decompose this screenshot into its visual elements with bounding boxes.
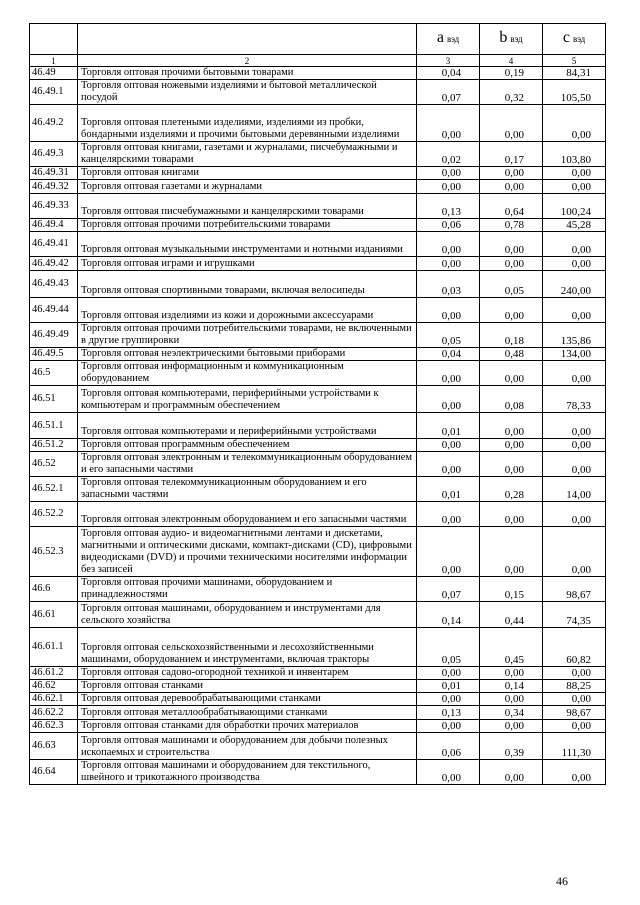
- table-row: [30, 667, 606, 680]
- activity-description: Торговля оптовая садово-огородной техникой и инвентарем: [78, 667, 417, 680]
- value-b: 0,00: [480, 413, 543, 439]
- value-a: 0,00: [417, 232, 480, 257]
- column-number: 4: [480, 55, 543, 67]
- activity-code: 46.62.1: [30, 693, 78, 706]
- activity-code: 46.52: [30, 452, 78, 477]
- activity-description: Торговля оптовая спортивными товарами, включая велосипеды: [78, 271, 417, 298]
- value-c: 98,67: [543, 706, 606, 720]
- value-a: 0,01: [417, 477, 480, 502]
- header-b-symbol: b: [499, 29, 508, 46]
- value-a: 0,01: [417, 413, 480, 439]
- value-a: 0,13: [417, 706, 480, 720]
- value-c: 134,00: [543, 348, 606, 361]
- value-c: 111,30: [543, 733, 606, 760]
- activity-code: 46.49.43: [30, 271, 78, 298]
- value-a: 0,00: [417, 105, 480, 142]
- activity-coefficients-table: [29, 23, 606, 785]
- activity-description: Торговля оптовая сельскохозяйственными и лесохозяйственными машинами, оборудованием и инструментами, включая тракторы: [78, 628, 417, 667]
- activity-description: Торговля оптовая телекоммуникационным оборудованием и его запасными частями: [78, 477, 417, 502]
- value-c: 0,00: [543, 361, 606, 386]
- value-a: 0,00: [417, 720, 480, 733]
- value-a: 0,00: [417, 439, 480, 452]
- value-b: 0,00: [480, 232, 543, 257]
- value-b: 0,00: [480, 667, 543, 680]
- table-row: [30, 194, 606, 219]
- table-row: [30, 361, 606, 386]
- value-c: 78,33: [543, 386, 606, 413]
- value-c: 0,00: [543, 760, 606, 785]
- activity-description: Торговля оптовая машинами, оборудованием и инструментами для сельского хозяйства: [78, 602, 417, 628]
- value-c: 0,00: [543, 180, 606, 194]
- value-b: 0,48: [480, 348, 543, 361]
- table-row: [30, 439, 606, 452]
- value-a: 0,13: [417, 194, 480, 219]
- table-row: [30, 323, 606, 348]
- value-c: 135,86: [543, 323, 606, 348]
- activity-description: Торговля оптовая аудио- и видеомагнитными лентами и дискетами, магнитными и оптическими дисками, компакт-дисками (CD), цифровыми видеодисками (DVD) и прочими техническими носителями информации без записей: [78, 527, 417, 577]
- value-c: 0,00: [543, 452, 606, 477]
- activity-code: 46.51.1: [30, 413, 78, 439]
- table-row: [30, 577, 606, 602]
- table-row: [30, 348, 606, 361]
- table-row: [30, 257, 606, 271]
- value-a: 0,00: [417, 527, 480, 577]
- activity-code: 46.61.2: [30, 667, 78, 680]
- value-a: 0,01: [417, 680, 480, 693]
- activity-description: Торговля оптовая информационным и коммуникационным оборудованием: [78, 361, 417, 386]
- value-a: 0,06: [417, 733, 480, 760]
- activity-code: 46.49.2: [30, 105, 78, 142]
- value-c: 45,28: [543, 219, 606, 232]
- value-a: 0,02: [417, 142, 480, 167]
- table-row: [30, 680, 606, 693]
- activity-description: Торговля оптовая машинами и оборудованием для текстильного, швейного и трикотажного производства: [78, 760, 417, 785]
- activity-description: Торговля оптовая газетами и журналами: [78, 180, 417, 194]
- value-b: 0,00: [480, 452, 543, 477]
- header-cell-a: [417, 24, 480, 55]
- value-c: 0,00: [543, 413, 606, 439]
- column-number-row: [30, 55, 606, 67]
- header-cell-description: [78, 24, 417, 55]
- activity-code: 46.49.31: [30, 167, 78, 180]
- value-a: 0,00: [417, 257, 480, 271]
- value-c: 240,00: [543, 271, 606, 298]
- activity-code: 46.61: [30, 602, 78, 628]
- value-a: 0,00: [417, 180, 480, 194]
- value-c: 98,67: [543, 577, 606, 602]
- value-a: 0,07: [417, 80, 480, 105]
- value-a: 0,07: [417, 577, 480, 602]
- value-c: 0,00: [543, 298, 606, 323]
- page-number: 46: [556, 874, 568, 888]
- table-row: [30, 298, 606, 323]
- table-row: [30, 602, 606, 628]
- value-b: 0,00: [480, 720, 543, 733]
- value-c: 0,00: [543, 167, 606, 180]
- value-c: 0,00: [543, 667, 606, 680]
- activity-code: 46.52.2: [30, 502, 78, 527]
- value-a: 0,06: [417, 219, 480, 232]
- value-b: 0,00: [480, 257, 543, 271]
- activity-code: 46.49.1: [30, 80, 78, 105]
- value-c: 0,00: [543, 439, 606, 452]
- table-row: [30, 219, 606, 232]
- value-b: 0,44: [480, 602, 543, 628]
- value-c: 74,35: [543, 602, 606, 628]
- activity-code: 46.63: [30, 733, 78, 760]
- value-a: 0,00: [417, 760, 480, 785]
- value-a: 0,00: [417, 452, 480, 477]
- activity-description: Торговля оптовая книгами: [78, 167, 417, 180]
- value-a: 0,00: [417, 386, 480, 413]
- value-a: 0,05: [417, 323, 480, 348]
- activity-description: Торговля оптовая деревообрабатывающими станками: [78, 693, 417, 706]
- value-c: 0,00: [543, 502, 606, 527]
- header-row: [30, 24, 606, 55]
- activity-code: 46.6: [30, 577, 78, 602]
- value-b: 0,00: [480, 502, 543, 527]
- value-b: 0,45: [480, 628, 543, 667]
- value-b: 0,19: [480, 67, 543, 80]
- value-b: 0,00: [480, 298, 543, 323]
- value-a: 0,00: [417, 693, 480, 706]
- activity-code: 46.51: [30, 386, 78, 413]
- value-b: 0,34: [480, 706, 543, 720]
- activity-code: 46.49: [30, 67, 78, 80]
- column-number: 2: [78, 55, 417, 67]
- activity-description: Торговля оптовая металлообрабатывающими станками: [78, 706, 417, 720]
- value-c: 84,31: [543, 67, 606, 80]
- value-b: 0,18: [480, 323, 543, 348]
- value-b: 0,15: [480, 577, 543, 602]
- value-b: 0,14: [480, 680, 543, 693]
- activity-description: Торговля оптовая компьютерами и периферийными устройствами: [78, 413, 417, 439]
- activity-description: Торговля оптовая станками: [78, 680, 417, 693]
- table-row: [30, 477, 606, 502]
- value-c: 0,00: [543, 693, 606, 706]
- activity-code: 46.52.3: [30, 527, 78, 577]
- header-b-subscript: вэд: [510, 34, 523, 44]
- activity-code: 46.49.3: [30, 142, 78, 167]
- table-row: [30, 386, 606, 413]
- activity-description: Торговля оптовая неэлектрическими бытовыми приборами: [78, 348, 417, 361]
- value-a: 0,00: [417, 167, 480, 180]
- column-number: 5: [543, 55, 606, 67]
- header-cell-code: [30, 24, 78, 55]
- activity-description: Торговля оптовая электронным оборудованием и его запасными частями: [78, 502, 417, 527]
- activity-code: 46.49.33: [30, 194, 78, 219]
- value-a: 0,04: [417, 348, 480, 361]
- column-number: 1: [30, 55, 78, 67]
- value-b: 0,32: [480, 80, 543, 105]
- activity-code: 46.61.1: [30, 628, 78, 667]
- activity-code: 46.51.2: [30, 439, 78, 452]
- activity-description: Торговля оптовая ножевыми изделиями и бытовой металлической посудой: [78, 80, 417, 105]
- value-c: 14,00: [543, 477, 606, 502]
- activity-code: 46.49.42: [30, 257, 78, 271]
- activity-code: 46.62: [30, 680, 78, 693]
- activity-code: 46.62.2: [30, 706, 78, 720]
- value-a: 0,00: [417, 361, 480, 386]
- value-a: 0,03: [417, 271, 480, 298]
- value-b: 0,00: [480, 361, 543, 386]
- activity-code: 46.49.32: [30, 180, 78, 194]
- table-row: [30, 271, 606, 298]
- value-b: 0,39: [480, 733, 543, 760]
- table-row: [30, 527, 606, 577]
- activity-description: Торговля оптовая компьютерами, периферийными устройствами к компьютерам и программным обеспечением: [78, 386, 417, 413]
- table-row: [30, 80, 606, 105]
- value-c: 0,00: [543, 720, 606, 733]
- table-row: [30, 706, 606, 720]
- table-row: [30, 142, 606, 167]
- activity-code: 46.49.49: [30, 323, 78, 348]
- activity-description: Торговля оптовая программным обеспечением: [78, 439, 417, 452]
- table-row: [30, 693, 606, 706]
- table-row: [30, 628, 606, 667]
- value-b: 0,17: [480, 142, 543, 167]
- activity-code: 46.52.1: [30, 477, 78, 502]
- value-b: 0,00: [480, 167, 543, 180]
- value-c: 60,82: [543, 628, 606, 667]
- table-row: [30, 720, 606, 733]
- activity-code: 46.49.4: [30, 219, 78, 232]
- value-c: 105,50: [543, 80, 606, 105]
- value-b: 0,64: [480, 194, 543, 219]
- table-row: [30, 167, 606, 180]
- value-b: 0,78: [480, 219, 543, 232]
- value-a: 0,00: [417, 502, 480, 527]
- activity-description: Торговля оптовая музыкальными инструментами и нотными изданиями: [78, 232, 417, 257]
- value-b: 0,00: [480, 527, 543, 577]
- header-c-symbol: c: [562, 29, 570, 46]
- activity-code: 46.49.5: [30, 348, 78, 361]
- value-b: 0,00: [480, 180, 543, 194]
- value-a: 0,04: [417, 67, 480, 80]
- activity-code: 46.5: [30, 361, 78, 386]
- value-b: 0,08: [480, 386, 543, 413]
- value-c: 0,00: [543, 105, 606, 142]
- activity-description: Торговля оптовая станками для обработки прочих материалов: [78, 720, 417, 733]
- value-a: 0,14: [417, 602, 480, 628]
- activity-code: 46.62.3: [30, 720, 78, 733]
- activity-description: Торговля оптовая прочими машинами, оборудованием и принадлежностями: [78, 577, 417, 602]
- table-row: [30, 180, 606, 194]
- value-b: 0,00: [480, 439, 543, 452]
- activity-description: Торговля оптовая плетеными изделиями, изделиями из пробки, бондарными изделиями и прочими бытовыми деревянными изделиями: [78, 105, 417, 142]
- activity-code: 46.49.44: [30, 298, 78, 323]
- table-row: [30, 232, 606, 257]
- activity-code: 46.64: [30, 760, 78, 785]
- activity-description: Торговля оптовая прочими потребительскими товарами, не включенными в другие группировки: [78, 323, 417, 348]
- value-b: 0,00: [480, 760, 543, 785]
- value-c: 0,00: [543, 257, 606, 271]
- header-c-subscript: вэд: [572, 34, 586, 44]
- table-row: [30, 733, 606, 760]
- value-a: 0,00: [417, 667, 480, 680]
- activity-description: Торговля оптовая прочими бытовыми товарами: [78, 67, 417, 80]
- value-c: 88,25: [543, 680, 606, 693]
- activity-description: Торговля оптовая книгами, газетами и журналами, писчебумажными и канцелярскими товарами: [78, 142, 417, 167]
- table-row: [30, 760, 606, 785]
- activity-code: 46.49.41: [30, 232, 78, 257]
- table-row: [30, 452, 606, 477]
- activity-description: Торговля оптовая машинами и оборудованием для добычи полезных ископаемых и строительства: [78, 733, 417, 760]
- value-b: 0,05: [480, 271, 543, 298]
- value-c: 103,80: [543, 142, 606, 167]
- header-cell-c: [543, 24, 606, 55]
- value-c: 100,24: [543, 194, 606, 219]
- value-b: 0,00: [480, 693, 543, 706]
- header-a-symbol: a: [436, 29, 444, 46]
- activity-description: Торговля оптовая электронным и телекоммуникационным оборудованием и его запасными частями: [78, 452, 417, 477]
- activity-description: Торговля оптовая писчебумажными и канцелярскими товарами: [78, 194, 417, 219]
- activity-description: Торговля оптовая играми и игрушками: [78, 257, 417, 271]
- table-row: [30, 502, 606, 527]
- header-a-subscript: вэд: [446, 34, 460, 44]
- activity-description: Торговля оптовая изделиями из кожи и дорожными аксессуарами: [78, 298, 417, 323]
- value-b: 0,28: [480, 477, 543, 502]
- table-row: [30, 413, 606, 439]
- header-cell-b: [480, 24, 543, 55]
- value-b: 0,00: [480, 105, 543, 142]
- table-row: [30, 67, 606, 80]
- table-row: [30, 105, 606, 142]
- value-c: 0,00: [543, 232, 606, 257]
- activity-description: Торговля оптовая прочими потребительскими товарами: [78, 219, 417, 232]
- value-a: 0,05: [417, 628, 480, 667]
- value-a: 0,00: [417, 298, 480, 323]
- column-number: 3: [417, 55, 480, 67]
- value-c: 0,00: [543, 527, 606, 577]
